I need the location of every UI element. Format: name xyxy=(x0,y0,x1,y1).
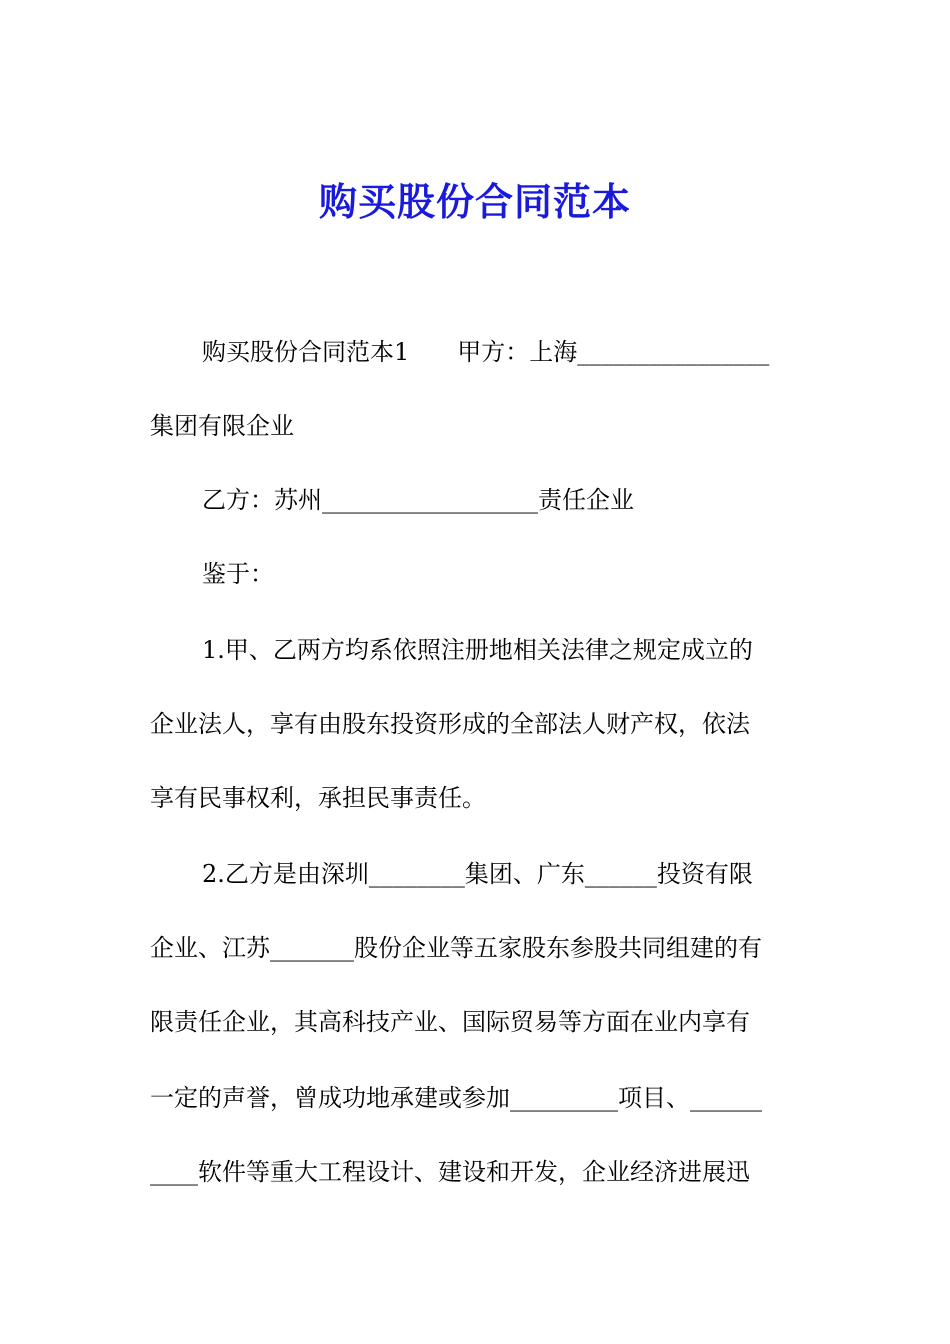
paragraph-line: 一定的声誉，曾成功地承建或参加_________项目、______ xyxy=(150,1084,762,1112)
paragraph-line: ____软件等重大工程设计、建设和开发，企业经济进展迅 xyxy=(150,1158,750,1186)
paragraph-line: 企业、江苏_______股份企业等五家股东参股共同组建的有 xyxy=(150,934,762,962)
paragraph-line: 集团有限企业 xyxy=(150,412,294,440)
paragraph-line: 1.甲、乙两方均系依照注册地相关法律之规定成立的 xyxy=(202,636,753,664)
paragraph-line: 享有民事权利，承担民事责任。 xyxy=(150,784,486,812)
paragraph-line: 乙方：苏州__________________责任企业 xyxy=(202,486,634,514)
paragraph-line: 鉴于： xyxy=(202,560,274,588)
paragraph-line: 2.乙方是由深圳________集团、广东______投资有限 xyxy=(202,860,753,888)
document-title: 购买股份合同范本 xyxy=(318,179,631,224)
paragraph-line: 企业法人，享有由股东投资形成的全部法人财产权，依法 xyxy=(150,710,750,738)
paragraph-line: 购买股份合同范本1 甲方：上海________________ xyxy=(202,338,770,366)
paragraph-line: 限责任企业，其高科技产业、国际贸易等方面在业内享有 xyxy=(150,1008,750,1036)
